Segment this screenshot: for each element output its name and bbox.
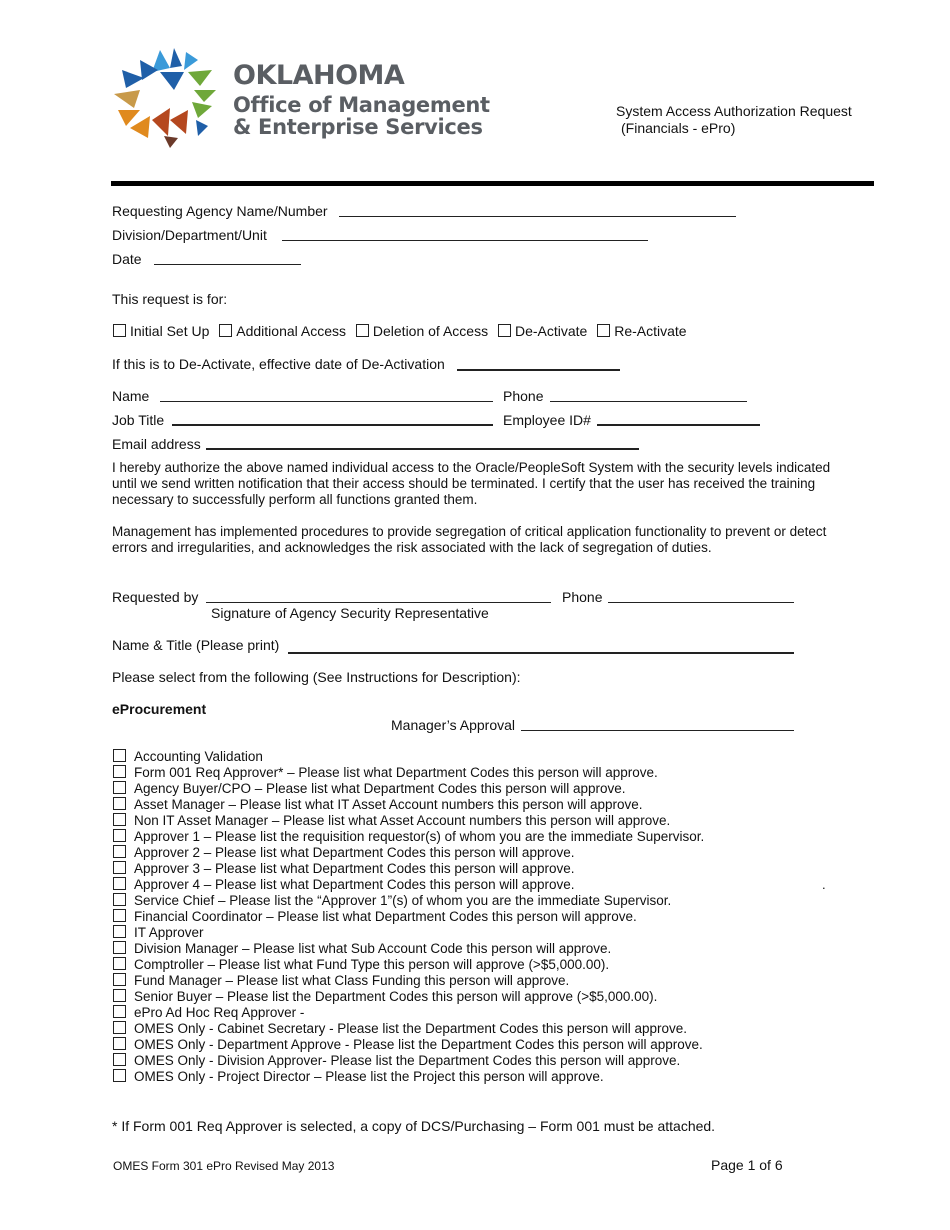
checkbox[interactable]: [113, 1021, 126, 1034]
division-field[interactable]: [282, 240, 648, 241]
list-item[interactable]: Approver 1 – Please list the requisition requestor(s) of whom you are the immediate Supervisor.: [113, 829, 704, 845]
org-name-line3: & Enterprise Services: [233, 115, 483, 139]
list-item[interactable]: OMES Only - Division Approver- Please list the Department Codes this person will approve.: [113, 1053, 680, 1069]
org-name-line2: Office of Management: [233, 93, 490, 117]
option-initial-set-up[interactable]: Initial Set Up: [113, 323, 209, 339]
checkbox[interactable]: [113, 861, 126, 874]
list-item[interactable]: Approver 4 – Please list what Department Codes this person will approve.: [113, 877, 574, 893]
list-item[interactable]: ePro Ad Hoc Req Approver -: [113, 1005, 304, 1021]
list-item[interactable]: Comptroller – Please list what Fund Type this person will approve (>$5,000.00).: [113, 957, 609, 973]
request-intro: This request is for:: [112, 291, 228, 307]
employee-id-field[interactable]: [597, 424, 760, 426]
list-item[interactable]: Non IT Asset Manager – Please list what Asset Account numbers this person will approve.: [113, 813, 670, 829]
checkbox[interactable]: [113, 941, 126, 954]
requested-by-field[interactable]: [206, 602, 551, 603]
checkbox[interactable]: [113, 925, 126, 938]
list-item[interactable]: Form 001 Req Approver* – Please list what Department Codes this person will approve.: [113, 765, 658, 781]
checkbox[interactable]: [113, 1053, 126, 1066]
header-rule: [111, 181, 874, 186]
requested-by-label: Requested by: [112, 589, 199, 605]
job-title-label: Job Title: [112, 412, 165, 428]
list-item[interactable]: Accounting Validation: [113, 749, 263, 765]
signature-phone-label: Phone: [562, 589, 603, 605]
phone-field[interactable]: [550, 401, 747, 402]
checkbox[interactable]: [113, 989, 126, 1002]
management-statement: Management has implemented procedures to provide segregation of critical application functionality to prevent or detect errors and irregularities, and acknowledges the risk associated with the lack of segregation of duties.: [112, 524, 827, 555]
list-item[interactable]: Division Manager – Please list what Sub Account Code this person will approve.: [113, 941, 611, 957]
checkbox[interactable]: [113, 909, 126, 922]
manager-approval-field[interactable]: [521, 730, 794, 731]
agency-label: Requesting Agency Name/Number: [112, 203, 328, 219]
checkbox[interactable]: [113, 893, 126, 906]
list-item[interactable]: OMES Only - Project Director – Please list the Project this person will approve.: [113, 1069, 604, 1085]
list-item[interactable]: Approver 3 – Please list what Department Codes this person will approve.: [113, 861, 574, 877]
list-item[interactable]: Service Chief – Please list the “Approver 1”(s) of whom you are the immediate Supervisor.: [113, 893, 671, 909]
option-additional-access[interactable]: Additional Access: [219, 323, 346, 339]
list-item[interactable]: Senior Buyer – Please list the Department Codes this person will approve (>$5,000.00).: [113, 989, 657, 1005]
checkbox[interactable]: [113, 749, 126, 762]
form-title-line1: System Access Authorization Request: [616, 103, 852, 119]
checkbox[interactable]: [113, 781, 126, 794]
stray-mark: .: [822, 877, 826, 892]
checkbox[interactable]: [113, 324, 126, 337]
date-field[interactable]: [154, 264, 301, 265]
checkbox[interactable]: [113, 957, 126, 970]
list-item[interactable]: Agency Buyer/CPO – Please list what Department Codes this person will approve.: [113, 781, 625, 797]
email-field[interactable]: [206, 448, 639, 450]
list-item[interactable]: Financial Coordinator – Please list what Department Codes this person will approve.: [113, 909, 637, 925]
page-number: Page 1 of 6: [711, 1157, 783, 1173]
job-title-field[interactable]: [172, 424, 493, 426]
checkbox[interactable]: [113, 877, 126, 890]
footnote: * If Form 001 Req Approver is selected, a copy of DCS/Purchasing – Form 001 must be attached.: [112, 1118, 716, 1134]
list-item[interactable]: OMES Only - Department Approve - Please list the Department Codes this person will approve.: [113, 1037, 703, 1053]
deactivate-label: If this is to De-Activate, effective date of De-Activation: [112, 356, 445, 372]
list-item[interactable]: IT Approver: [113, 925, 204, 941]
oklahoma-star-logo-icon: [112, 46, 222, 150]
deactivate-date-field[interactable]: [457, 369, 620, 371]
division-label: Division/Department/Unit: [112, 227, 267, 243]
section-title: eProcurement: [112, 701, 207, 717]
checkbox[interactable]: [356, 324, 369, 337]
org-name-line1: OKLAHOMA: [233, 60, 405, 91]
list-item[interactable]: Approver 2 – Please list what Department Codes this person will approve.: [113, 845, 574, 861]
checkbox[interactable]: [113, 1005, 126, 1018]
checkbox[interactable]: [113, 845, 126, 858]
form-id: OMES Form 301 ePro Revised May 2013: [113, 1159, 335, 1173]
option-re-activate[interactable]: Re-Activate: [597, 323, 686, 339]
phone-label: Phone: [503, 388, 544, 404]
name-field[interactable]: [160, 401, 493, 402]
agency-field[interactable]: [339, 216, 736, 217]
checkbox[interactable]: [113, 973, 126, 986]
checkbox[interactable]: [113, 1037, 126, 1050]
manager-approval-label: Manager’s Approval: [391, 717, 516, 733]
employee-id-label: Employee ID#: [503, 412, 591, 428]
form-title-line2: (Financials - ePro): [621, 120, 736, 136]
list-item[interactable]: OMES Only - Cabinet Secretary - Please list the Department Codes this person will approve.: [113, 1021, 687, 1037]
checkbox[interactable]: [113, 797, 126, 810]
checkbox[interactable]: [219, 324, 232, 337]
name-label: Name: [112, 388, 150, 404]
name-title-field[interactable]: [288, 652, 794, 654]
option-de-activate[interactable]: De-Activate: [498, 323, 587, 339]
email-label: Email address: [112, 436, 201, 452]
checkbox[interactable]: [113, 813, 126, 826]
checkbox[interactable]: [113, 1069, 126, 1082]
list-item[interactable]: Fund Manager – Please list what Class Funding this person will approve.: [113, 973, 569, 989]
checkbox[interactable]: [597, 324, 610, 337]
authorization-statement: I hereby authorize the above named individual access to the Oracle/PeopleSoft System with the security levels indicated until we send written notification that their access should be terminated. I certify that the user has received the training necessary to successfully perform all functions granted them.: [112, 460, 831, 507]
selection-instruction: Please select from the following (See Instructions for Description):: [112, 669, 521, 685]
signature-phone-field[interactable]: [608, 602, 794, 603]
checkbox[interactable]: [113, 829, 126, 842]
checkbox[interactable]: [498, 324, 511, 337]
checkbox[interactable]: [113, 765, 126, 778]
option-deletion-of-access[interactable]: Deletion of Access: [356, 323, 488, 339]
list-item[interactable]: Asset Manager – Please list what IT Asset Account numbers this person will approve.: [113, 797, 643, 813]
name-title-label: Name & Title (Please print): [112, 637, 280, 653]
request-options: [113, 323, 693, 339]
signature-caption: Signature of Agency Security Representative: [211, 605, 489, 621]
date-label: Date: [112, 251, 142, 267]
